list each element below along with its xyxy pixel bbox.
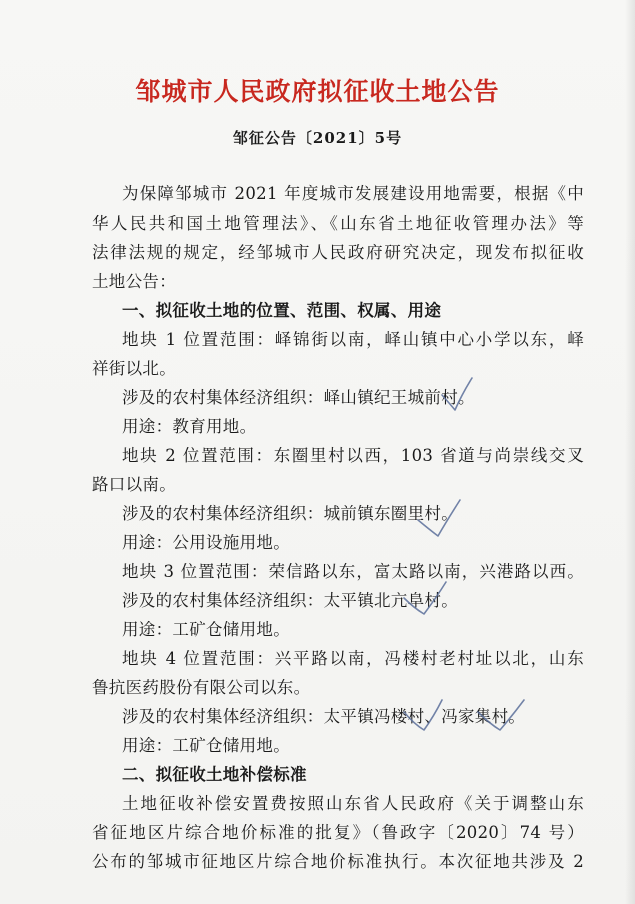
body-line: 涉及的农村集体经济组织：太平镇冯楼村、冯家集村。 (122, 707, 526, 726)
body-line: 涉及的农村集体经济组织：峄山镇纪王城前村。 (122, 388, 475, 407)
document-title: 邹城市人民政府拟征收土地公告 (135, 77, 500, 106)
body-line: 华人民共和国土地管理法》、《山东省土地征收管理办法》等 (92, 214, 584, 233)
body-line: 鲁抗医药股份有限公司以东。 (92, 678, 311, 697)
section-heading-2: 二、拟征收土地补偿标准 (122, 765, 307, 784)
body-line: 用途：教育用地。 (122, 417, 257, 436)
body-line: 祥街以北。 (92, 359, 176, 378)
body-line: 用途：工矿仓储用地。 (122, 736, 290, 755)
body-line: 用途：工矿仓储用地。 (122, 620, 290, 639)
body-line: 公布的邹城市征地区片综合地价标准执行。本次征地共涉及 2 (92, 852, 584, 871)
body-line: 地块 3 位置范围：荣信路以东，富太路以南，兴港路以西。 (122, 562, 584, 581)
body-line: 涉及的农村集体经济组织：太平镇北亢阜村。 (122, 591, 458, 610)
body-line: 省征地区片综合地价标准的批复》（鲁政字〔2020〕74 号） (92, 823, 584, 842)
body-line: 路口以南。 (92, 475, 176, 494)
body-line: 法律法规的规定，经邹城市人民政府研究决定，现发布拟征收 (92, 243, 584, 262)
body-line: 地块 2 位置范围：东圈里村以西，103 省道与尚崇线交叉 (122, 446, 584, 465)
document-number: 邹征公告〔2021〕5号 (232, 129, 403, 147)
body-line: 地块 1 位置范围：峄锦街以南，峄山镇中心小学以东，峄 (122, 330, 584, 349)
body-line: 地块 4 位置范围：兴平路以南，冯楼村老村址以北，山东 (122, 649, 584, 668)
body-line: 土地征收补偿安置费按照山东省人民政府《关于调整山东 (122, 794, 584, 813)
section-heading-1: 一、拟征收土地的位置、范围、权属、用途 (122, 301, 442, 320)
body-line: 为保障邹城市 2021 年度城市发展建设用地需要，根据《中 (122, 184, 584, 203)
body-line: 涉及的农村集体经济组织：城前镇东圈里村。 (122, 504, 458, 523)
body-line: 用途：公用设施用地。 (122, 533, 290, 552)
body-line: 土地公告： (92, 272, 176, 291)
